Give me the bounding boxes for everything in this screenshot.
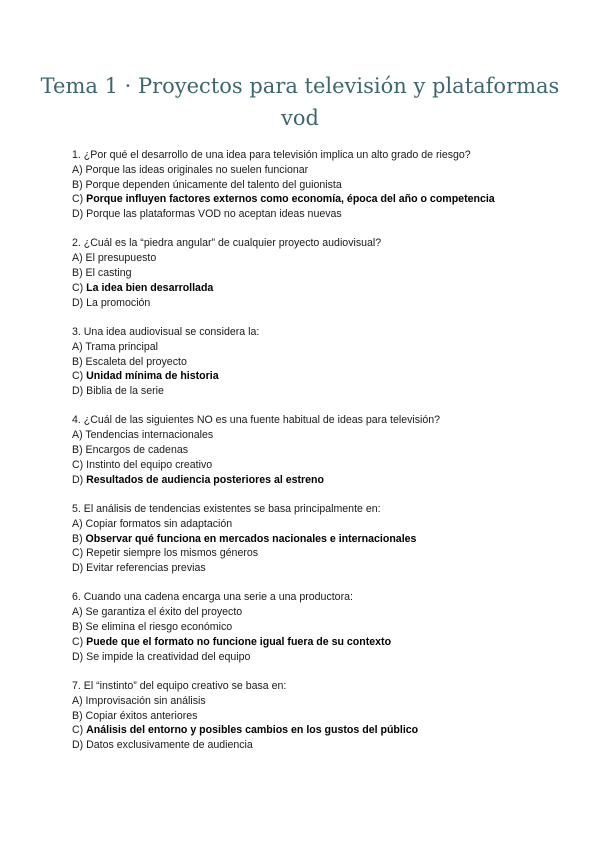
correct-answer-text: Observar qué funciona en mercados nacionales e internacionales — [85, 532, 417, 545]
question-text: 6. Cuando una cadena encarga una serie a una productora: — [72, 591, 353, 604]
question-block — [72, 413, 572, 487]
question-text: 5. El análisis de tendencias existentes se basa principalmente en: — [72, 502, 381, 515]
answer-option — [72, 384, 572, 399]
option-text: Porque las plataformas VOD no aceptan ideas nuevas — [86, 208, 342, 221]
correct-answer-text: Puede que el formato no funcione igual fuera de su contexto — [86, 635, 392, 648]
question-block — [72, 679, 572, 753]
correct-answer-text: Unidad mínima de historia — [86, 370, 219, 383]
answer-option — [72, 192, 572, 207]
question-block — [72, 325, 572, 399]
option-letter: D) — [72, 208, 84, 221]
answer-option — [72, 620, 572, 635]
answer-option — [72, 738, 572, 753]
answer-option — [72, 473, 572, 488]
option-letter: C) — [72, 370, 84, 383]
option-letter: C) — [72, 547, 84, 560]
option-letter: C) — [72, 458, 84, 471]
option-text: Se elimina el riesgo económico — [85, 621, 233, 634]
answer-option — [72, 694, 572, 709]
option-text: Se impide la creatividad del equipo — [86, 650, 251, 663]
option-text: Biblia de la serie — [86, 385, 164, 398]
question-block — [72, 590, 572, 664]
option-letter: B) — [72, 178, 83, 191]
question-text: 3. Una idea audiovisual se considera la: — [72, 325, 260, 338]
option-letter: D) — [72, 562, 84, 575]
answer-option — [72, 458, 572, 473]
option-letter: A) — [72, 517, 83, 530]
answer-option — [72, 561, 572, 576]
question-text: 4. ¿Cuál de las siguientes NO es una fuente habitual de ideas para televisión? — [72, 414, 441, 427]
option-text: La promoción — [86, 296, 151, 309]
answer-option — [72, 428, 572, 443]
option-text: Encargos de cadenas — [85, 444, 189, 457]
option-text: Instinto del equipo creativo — [86, 458, 213, 471]
option-letter: A) — [72, 163, 83, 176]
answer-option — [72, 723, 572, 738]
question-text: 7. El “instinto” del equipo creativo se basa en: — [72, 679, 287, 692]
correct-answer-text: Análisis del entorno y posibles cambios en los gustos del público — [86, 724, 419, 737]
option-text: Datos exclusivamente de audiencia — [86, 739, 253, 752]
option-text: Copiar éxitos anteriores — [85, 709, 198, 722]
option-letter: D) — [72, 739, 84, 752]
question-text: 2. ¿Cuál es la “piedra angular” de cualquier proyecto audiovisual? — [72, 237, 382, 250]
option-letter: B) — [72, 709, 83, 722]
correct-answer-text: Porque influyen factores externos como economía, época del año o competencia — [86, 193, 495, 206]
option-text: El presupuesto — [85, 252, 157, 265]
option-text: Repetir siempre los mismos géneros — [86, 547, 259, 560]
option-text: El casting — [85, 267, 132, 280]
option-text: Tendencias internacionales — [85, 429, 214, 442]
correct-answer-text: Resultados de audiencia posteriores al estreno — [86, 473, 324, 486]
question-list — [72, 148, 572, 767]
answer-option — [72, 443, 572, 458]
option-letter: B) — [72, 532, 83, 545]
option-letter: B) — [72, 267, 83, 280]
option-letter: A) — [72, 252, 83, 265]
answer-option — [72, 517, 572, 532]
question-block — [72, 502, 572, 576]
answer-option — [72, 709, 572, 724]
option-letter: D) — [72, 296, 84, 309]
option-text: Improvisación sin análisis — [85, 694, 206, 707]
answer-option — [72, 546, 572, 561]
option-text: Trama principal — [85, 340, 158, 353]
answer-option — [72, 251, 572, 266]
answer-option — [72, 178, 572, 193]
answer-option — [72, 635, 572, 650]
option-text: Se garantiza el éxito del proyecto — [85, 606, 243, 619]
option-letter: C) — [72, 193, 84, 206]
answer-option — [72, 207, 572, 222]
option-letter: D) — [72, 385, 84, 398]
answer-option — [72, 296, 572, 311]
question-block — [72, 148, 572, 222]
option-letter: B) — [72, 621, 83, 634]
option-text: Porque dependen únicamente del talento del guionista — [85, 178, 342, 191]
option-letter: B) — [72, 444, 83, 457]
answer-option — [72, 355, 572, 370]
option-letter: A) — [72, 694, 83, 707]
answer-option — [72, 650, 572, 665]
answer-option — [72, 532, 572, 547]
option-letter: B) — [72, 355, 83, 368]
option-letter: A) — [72, 340, 83, 353]
option-letter: D) — [72, 650, 84, 663]
option-text: Escaleta del proyecto — [85, 355, 187, 368]
answer-option — [72, 163, 572, 178]
option-letter: A) — [72, 429, 83, 442]
answer-option — [72, 281, 572, 296]
option-text: Evitar referencias previas — [86, 562, 206, 575]
answer-option — [72, 369, 572, 384]
option-text: Porque las ideas originales no suelen funcionar — [85, 163, 309, 176]
option-text: Copiar formatos sin adaptación — [85, 517, 233, 530]
option-letter: C) — [72, 635, 84, 648]
correct-answer-text: La idea bien desarrollada — [86, 281, 214, 294]
option-letter: C) — [72, 724, 84, 737]
answer-option — [72, 340, 572, 355]
answer-option — [72, 605, 572, 620]
answer-option — [72, 266, 572, 281]
question-block — [72, 236, 572, 310]
page-title: Tema 1 · Proyectos para televisión y plataformas vod — [40, 74, 560, 130]
question-text: 1. ¿Por qué el desarrollo de una idea para televisión implica un alto grado de riesgo? — [72, 149, 471, 161]
option-letter: A) — [72, 606, 83, 619]
option-letter: D) — [72, 473, 84, 486]
option-letter: C) — [72, 281, 84, 294]
